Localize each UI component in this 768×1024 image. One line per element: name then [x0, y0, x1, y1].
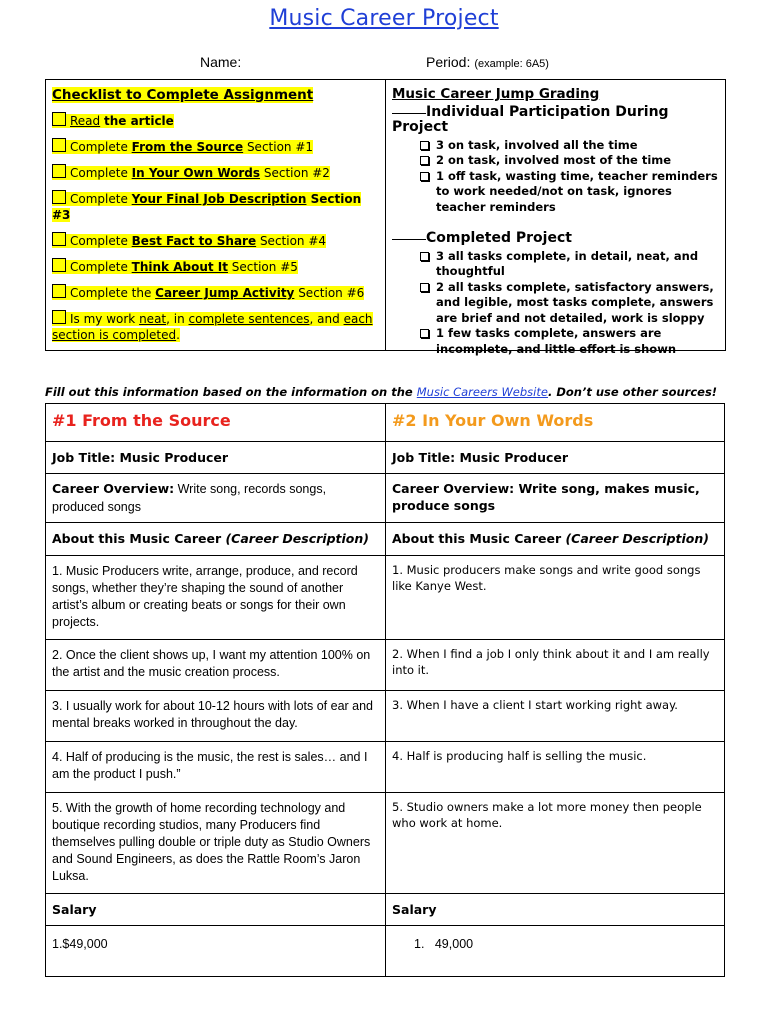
participation-list	[392, 138, 720, 216]
table-cell: Job Title: Music Producer	[46, 442, 386, 473]
checklist-item-career-jump	[52, 284, 380, 301]
page-title: Music Career Project	[269, 6, 499, 31]
completed-label: Completed Project	[426, 230, 572, 246]
instruction-text: Fill out this information based on the information on the	[45, 385, 417, 399]
checklist-grading-box	[45, 79, 726, 356]
source-header: #1 From the Source	[52, 411, 231, 430]
square-bullet-icon	[420, 329, 429, 338]
item-section: Section #2	[260, 166, 330, 180]
checkbox-icon[interactable]	[52, 138, 66, 152]
checkbox-icon[interactable]	[52, 310, 66, 324]
box-divider	[385, 80, 386, 350]
table-cell: Job Title: Music Producer	[392, 450, 569, 465]
table-cell: 5. With the growth of home recording technology and boutique recording studios, many Producers find themselves pulling double or triple duty as Studio Owners and Sound Engineers, as does the Rattle Room’s Jaron Luksa.	[46, 793, 386, 893]
instruction-note	[45, 385, 745, 399]
table-cell: 1.$49,000	[46, 926, 386, 976]
list-item-text: 3 on task, involved all the time	[436, 137, 638, 152]
grading-title: Music Career Jump Grading	[392, 86, 600, 102]
grading-rubric	[392, 87, 720, 357]
list-item	[392, 138, 720, 154]
item-bold: Best Fact to Share	[131, 234, 257, 248]
checklist-item-neat	[52, 310, 380, 343]
item-text: Complete	[70, 166, 132, 180]
salary-number: 1.	[414, 937, 425, 951]
table-cell: 1. Music producers make songs and write good songs like Kanye West.	[392, 563, 701, 593]
about-italic: (Career Description)	[225, 531, 369, 546]
item-sentences: complete sentences	[188, 312, 310, 326]
item-section: Section #4	[256, 234, 327, 248]
checklist-item-final-job	[52, 190, 380, 223]
item-text-3: , and	[309, 312, 344, 326]
item-text: Complete	[70, 234, 132, 248]
score-blank	[392, 239, 426, 240]
checkbox-icon[interactable]	[52, 112, 66, 126]
item-bold: the article	[103, 114, 174, 128]
table-cell: Salary	[46, 894, 386, 925]
overview-label: Career Overview:	[52, 481, 175, 496]
list-item-text: 1 off task, wasting time, teacher reminders to work needed/not on task, ignores teacher reminders	[436, 168, 718, 214]
item-text: Complete the	[70, 286, 156, 300]
list-item-text: 2 on task, involved most of the time	[436, 153, 672, 167]
table-cell: 1. Music Producers write, arrange, produce, and record songs, whether they’re shaping the sound of another artist’s album or creating beats or songs for their own projects.	[46, 556, 386, 639]
completed-list	[392, 249, 720, 358]
checklist-title: Checklist to Complete Assignment	[52, 87, 314, 103]
item-text-2: , in	[166, 312, 189, 326]
name-period-row	[0, 54, 768, 74]
score-blank	[392, 113, 426, 114]
item-text: Is my work	[70, 312, 140, 326]
item-text: Complete	[70, 192, 132, 206]
checklist-item-think	[52, 258, 380, 275]
period-label: Period:	[426, 54, 471, 70]
period-field	[426, 54, 549, 70]
list-item	[392, 153, 720, 169]
table-row	[46, 926, 724, 976]
item-section: Section #1	[243, 140, 314, 154]
square-bullet-icon	[420, 141, 429, 150]
music-careers-link[interactable]: Music Careers Website	[416, 385, 548, 399]
list-item-text: 3 all tasks complete, in detail, neat, and thoughtful	[436, 248, 699, 278]
table-cell	[386, 523, 724, 555]
table-cell: 3. I usually work for about 10-12 hours with lots of ear and mental breaks worked in throughout the day.	[46, 691, 386, 741]
checkbox-icon[interactable]	[52, 284, 66, 298]
list-item	[392, 280, 720, 327]
overview-text: Write song, records songs, produced songs	[52, 482, 327, 514]
item-section: Section #5	[227, 260, 298, 274]
list-item	[392, 326, 720, 357]
salary-value: 49,000	[434, 937, 474, 951]
about-italic: (Career Description)	[565, 531, 709, 546]
table-cell: Career Overview: Write song, makes music, produce songs	[392, 481, 700, 513]
table-row	[46, 442, 724, 474]
table-cell	[386, 404, 724, 441]
participation-label: Individual Participation During Project	[392, 103, 669, 135]
list-item-text: 1 few tasks complete, answers are incomplete, and little effort is shown	[436, 326, 677, 356]
item-text: Complete	[70, 260, 132, 274]
table-cell: 4. Half is producing half is selling the music.	[392, 749, 647, 763]
table-cell: 4. Half of producing is the music, the rest is sales… and I am the product I push.”	[46, 742, 386, 792]
list-item-text: 2 all tasks complete, satisfactory answers, and legible, most tasks complete, answers are brief and not detailed, work is sloppy	[436, 279, 714, 325]
item-bold: Think About It	[131, 260, 228, 274]
checklist-item-best-fact	[52, 232, 380, 249]
item-text: Complete	[70, 140, 132, 154]
about-label: About this Music Career	[52, 531, 226, 546]
checklist	[52, 87, 380, 343]
participation-heading	[392, 105, 720, 136]
checkbox-icon[interactable]	[52, 164, 66, 178]
item-bold: Your Final Job Description	[131, 192, 307, 206]
about-label: About this Music Career	[392, 531, 566, 546]
table-cell: Salary	[392, 902, 437, 917]
table-cell: 2. Once the client shows up, I want my attention 100% on the artist and the music creation process.	[46, 640, 386, 690]
table-row	[46, 894, 724, 926]
table-row	[46, 640, 724, 691]
square-bullet-icon	[420, 252, 429, 261]
table-cell	[46, 523, 386, 555]
checklist-item-source	[52, 138, 380, 155]
career-table	[45, 403, 725, 977]
table-cell	[46, 404, 386, 441]
item-bold: From the Source	[131, 140, 244, 154]
list-item	[392, 249, 720, 280]
table-cell	[386, 926, 724, 976]
checklist-item-read	[52, 112, 380, 129]
table-row	[46, 691, 724, 742]
item-bold: Career Jump Activity	[155, 286, 295, 300]
item-section: Section #3	[52, 192, 362, 222]
item-neat: neat	[139, 312, 167, 326]
square-bullet-icon	[420, 172, 429, 181]
table-cell: 3. When I have a client I start working right away.	[392, 698, 678, 712]
own-words-header: #2 In Your Own Words	[392, 411, 594, 430]
period-example: (example: 6A5)	[474, 58, 549, 70]
square-bullet-icon	[420, 283, 429, 292]
item-text: Read	[70, 114, 101, 128]
item-period: .	[176, 328, 180, 342]
table-cell: 5. Studio owners make a lot more money then people who work at home.	[392, 800, 702, 830]
table-row	[46, 793, 724, 894]
name-label: Name:	[200, 54, 242, 70]
checkbox-icon[interactable]	[52, 258, 66, 272]
completed-heading	[392, 231, 720, 247]
table-row	[46, 404, 724, 442]
square-bullet-icon	[420, 156, 429, 165]
checkbox-icon[interactable]	[52, 190, 66, 204]
table-row	[46, 523, 724, 556]
item-each-section: each section is completed	[52, 312, 373, 342]
table-row	[46, 556, 724, 640]
item-bold: In Your Own Words	[131, 166, 261, 180]
item-section: Section #6	[294, 286, 365, 300]
table-cell: 2. When I find a job I only think about it and I am really into it.	[392, 647, 710, 677]
instruction-text-end: . Don’t use other sources!	[547, 385, 718, 399]
checkbox-icon[interactable]	[52, 232, 66, 246]
checklist-item-own-words	[52, 164, 380, 181]
table-cell	[46, 474, 386, 522]
table-row	[46, 742, 724, 793]
list-item	[392, 169, 720, 216]
table-row	[46, 474, 724, 523]
